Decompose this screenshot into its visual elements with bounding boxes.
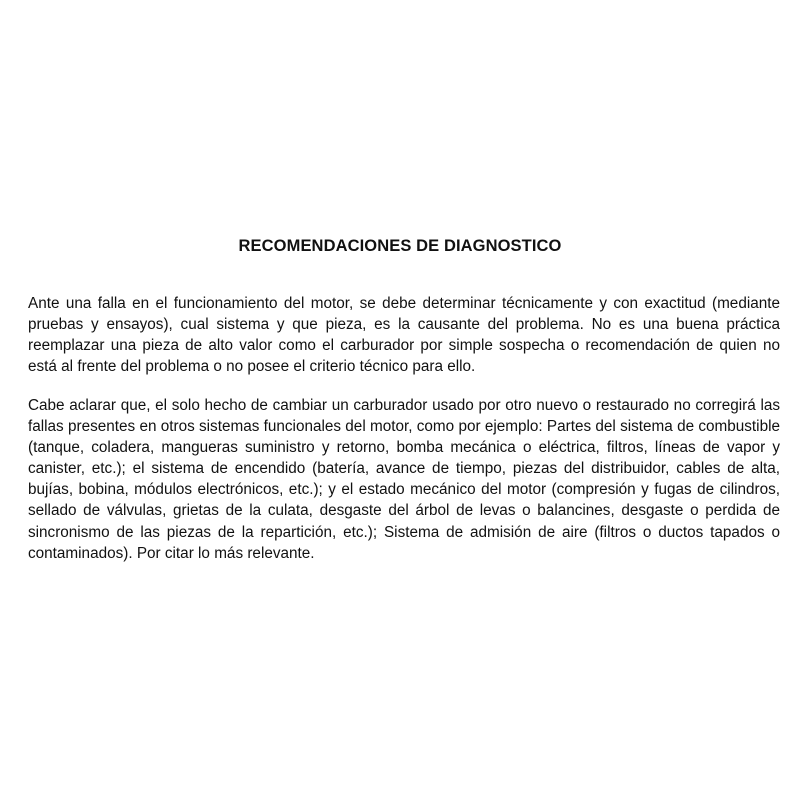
paragraph-diagnosis-intro: Ante una falla en el funcionamiento del motor, se debe determinar técnicamente y con exactitud (mediante pruebas y ensayos), cual sistema y que pieza, es la causante del problema. No es una buena práctica reemplazar una pieza de alto valor como el carburador por simple sospecha o recomendación de quien no está al frente del problema o no posee el criterio técnico para ello. bbox=[28, 295, 780, 376]
paragraph-carburetor-note: Cabe aclarar que, el solo hecho de cambiar un carburador usado por otro nuevo o restaurado no corregirá las fallas presentes en otros sistemas funcionales del motor, como por ejemplo: Partes del sistema de combustible (tanque, coladera, mangueras suministro y retorno, bomba mecánica o eléctrica, filtros, líneas de vapor y canister, etc.); el sistema de encendido (batería, avance de tiempo, piezas del distribuidor, cables de alta, bujías, bobina, módulos electrónicos, etc.); y el estado mecánico del motor (compresión y fugas de cilindros, sellado de válvulas, grietas de la culata, desgaste del árbol de levas o balancines, desgaste o perdida de sincronismo de las piezas de la repartición, etc.); Sistema de admisión de aire (filtros o ductos tapados o contaminados). Por citar lo más relevante. bbox=[28, 397, 780, 562]
document-title: RECOMENDACIONES DE DIAGNOSTICO bbox=[238, 237, 562, 255]
